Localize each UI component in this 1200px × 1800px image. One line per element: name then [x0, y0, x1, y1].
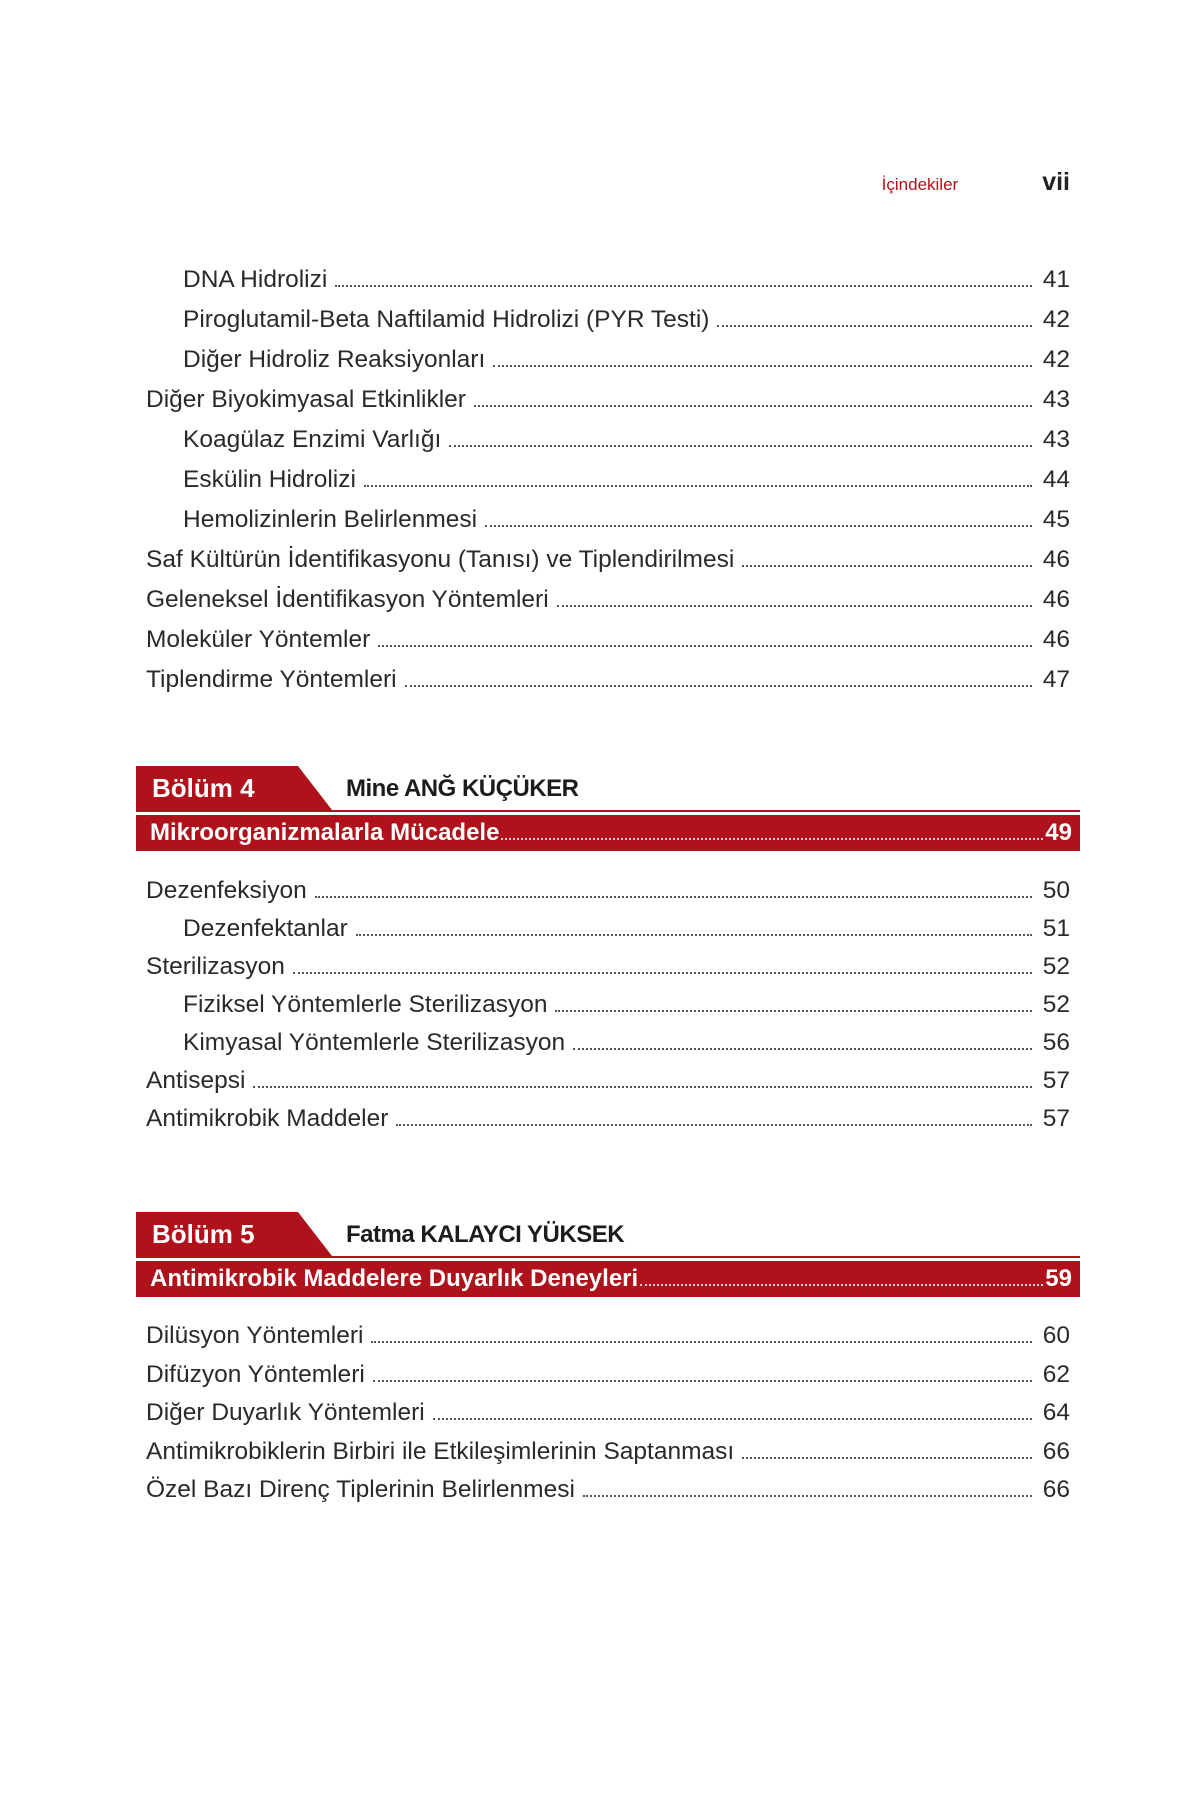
toc-entry[interactable] [146, 1062, 1070, 1100]
toc-entry[interactable] [146, 300, 1070, 340]
toc-entry-page: 60 [1042, 1322, 1070, 1349]
toc-entry-page: 43 [1042, 426, 1070, 453]
toc-entry-page: 50 [1042, 877, 1070, 904]
toc-entry-page: 45 [1042, 506, 1070, 533]
toc-entry-page: 44 [1042, 466, 1070, 493]
dot-leader [315, 896, 1032, 898]
toc-entry[interactable] [146, 580, 1070, 620]
chapter-author: Mine ANĞ KÜÇÜKER [346, 775, 579, 802]
chapter-5-header [136, 1212, 1080, 1297]
toc-entry[interactable] [146, 1433, 1070, 1472]
toc-entry-page: 41 [1042, 266, 1070, 293]
toc-entry-title: Difüzyon Yöntemleri [146, 1360, 365, 1388]
toc-entry[interactable] [146, 260, 1070, 300]
dot-leader [335, 285, 1032, 287]
dot-leader [373, 1380, 1032, 1382]
dot-leader [405, 685, 1032, 687]
toc-entry[interactable] [146, 420, 1070, 460]
dot-leader [583, 1495, 1032, 1497]
toc-entry-title: DNA Hidrolizi [183, 266, 328, 293]
toc-entry-title: Koagülaz Enzimi Varlığı [183, 426, 442, 453]
toc-entry-page: 52 [1042, 991, 1070, 1018]
dot-leader [573, 1048, 1032, 1050]
dot-leader [555, 1010, 1032, 1012]
toc-entry-page: 57 [1042, 1067, 1070, 1094]
toc-entry[interactable] [146, 910, 1070, 948]
toc-entry[interactable] [146, 1471, 1070, 1510]
toc-entry-title: Dilüsyon Yöntemleri [146, 1322, 364, 1349]
dot-leader [717, 325, 1032, 327]
toc-entry-page: 46 [1042, 586, 1070, 613]
dot-leader [364, 485, 1032, 487]
dot-leader [356, 934, 1032, 936]
dot-leader [449, 445, 1032, 447]
toc-entry-title: Moleküler Yöntemler [146, 626, 371, 653]
toc-entry[interactable] [146, 620, 1070, 660]
toc-entry-title: Tiplendirme Yöntemleri [146, 666, 397, 693]
toc-list-continued [146, 260, 1070, 700]
toc-entry[interactable] [146, 660, 1070, 700]
toc-entry-page: 56 [1042, 1029, 1070, 1056]
toc-entry[interactable] [146, 380, 1070, 420]
toc-entry-title: Fiziksel Yöntemlerle Sterilizasyon [183, 991, 548, 1018]
toc-entry-title: Diğer Biyokimyasal Etkinlikler [146, 386, 466, 413]
toc-entry-title: Saf Kültürün İdentifikasyonu (Tanısı) ve Tiplendirilmesi [146, 546, 735, 573]
toc-entry-title: Diğer Duyarlık Yöntemleri [146, 1399, 425, 1426]
toc-entry-page: 66 [1042, 1437, 1070, 1465]
toc-entry[interactable] [146, 1317, 1070, 1356]
toc-entry-page: 66 [1042, 1476, 1070, 1503]
chapter-label: Bölüm 5 [152, 1219, 255, 1249]
dot-leader [378, 645, 1032, 647]
chapter-title-bar[interactable] [136, 815, 1080, 851]
chapter-page: 49 [1045, 819, 1072, 846]
running-title: İçindekiler [881, 175, 959, 194]
toc-entry-page: 62 [1042, 1360, 1070, 1388]
toc-entry[interactable] [146, 1024, 1070, 1062]
toc-entry-title: Hemolizinlerin Belirlenmesi [183, 506, 478, 533]
toc-entry-page: 43 [1042, 386, 1070, 413]
toc-entry-title: Eskülin Hidrolizi [183, 466, 356, 493]
chapter-rule [136, 810, 1080, 812]
toc-entry-title: Özel Bazı Direnç Tiplerinin Belirlenmesi [146, 1476, 575, 1503]
chapter-4-header [136, 766, 1080, 851]
toc-entry-title: Geleneksel İdentifikasyon Yöntemleri [146, 586, 549, 613]
dot-leader [557, 605, 1032, 607]
chapter-author: Fatma KALAYCI YÜKSEK [346, 1221, 625, 1248]
toc-entry-title: Dezenfeksiyon [146, 877, 307, 904]
toc-entry-page: 42 [1042, 306, 1070, 333]
toc-entry-page: 47 [1042, 666, 1070, 693]
toc-entry[interactable] [146, 340, 1070, 380]
running-header [882, 168, 1070, 197]
dot-leader [433, 1418, 1032, 1420]
dot-leader [371, 1341, 1032, 1343]
chapter-label: Bölüm 4 [152, 773, 255, 803]
toc-entry[interactable] [146, 500, 1070, 540]
toc-entry[interactable] [146, 540, 1070, 580]
dot-leader [253, 1086, 1032, 1088]
dot-leader [742, 565, 1032, 567]
dot-leader [474, 405, 1032, 407]
toc-entry[interactable] [146, 948, 1070, 986]
toc-list-chapter-5 [146, 1317, 1070, 1510]
toc-entry[interactable] [146, 1356, 1070, 1395]
dot-leader [396, 1124, 1032, 1126]
toc-entry-title: Diğer Hidroliz Reaksiyonları [183, 346, 486, 373]
dot-leader [493, 365, 1032, 367]
toc-entry[interactable] [146, 1100, 1070, 1138]
toc-entry[interactable] [146, 986, 1070, 1024]
page-number: vii [1042, 168, 1070, 196]
dot-leader [485, 525, 1032, 527]
toc-entry-page: 42 [1042, 346, 1070, 373]
toc-entry[interactable] [146, 460, 1070, 500]
dot-leader [742, 1457, 1032, 1459]
toc-entry-title: Sterilizasyon [146, 953, 285, 980]
toc-entry-title: Kimyasal Yöntemlerle Sterilizasyon [183, 1029, 566, 1056]
toc-entry-page: 46 [1042, 626, 1070, 653]
toc-entry-page: 52 [1042, 953, 1070, 980]
chapter-title-bar[interactable] [136, 1261, 1080, 1297]
dot-leader [293, 972, 1032, 974]
toc-entry-page: 46 [1042, 546, 1070, 573]
toc-entry-page: 51 [1042, 915, 1070, 942]
toc-entry[interactable] [146, 872, 1070, 910]
toc-entry[interactable] [146, 1394, 1070, 1433]
toc-list-chapter-4 [146, 872, 1070, 1138]
toc-entry-page: 64 [1042, 1399, 1070, 1426]
toc-entry-page: 57 [1042, 1105, 1070, 1132]
toc-entry-title: Antisepsi [146, 1067, 246, 1094]
toc-entry-title: Dezenfektanlar [183, 915, 348, 942]
toc-entry-title: Antimikrobik Maddeler [146, 1105, 389, 1132]
toc-entry-title: Antimikrobiklerin Birbiri ile Etkileşimlerinin Saptanması [146, 1437, 735, 1465]
dot-leader [640, 1284, 1043, 1286]
chapter-page: 59 [1045, 1265, 1072, 1292]
toc-entry-title: Piroglutamil-Beta Naftilamid Hidrolizi (PYR Testi) [183, 306, 710, 333]
chapter-title: Antimikrobik Maddelere Duyarlık Deneyleri [150, 1265, 639, 1292]
chapter-title: Mikroorganizmalarla Mücadele [150, 819, 500, 846]
dot-leader [501, 838, 1043, 840]
